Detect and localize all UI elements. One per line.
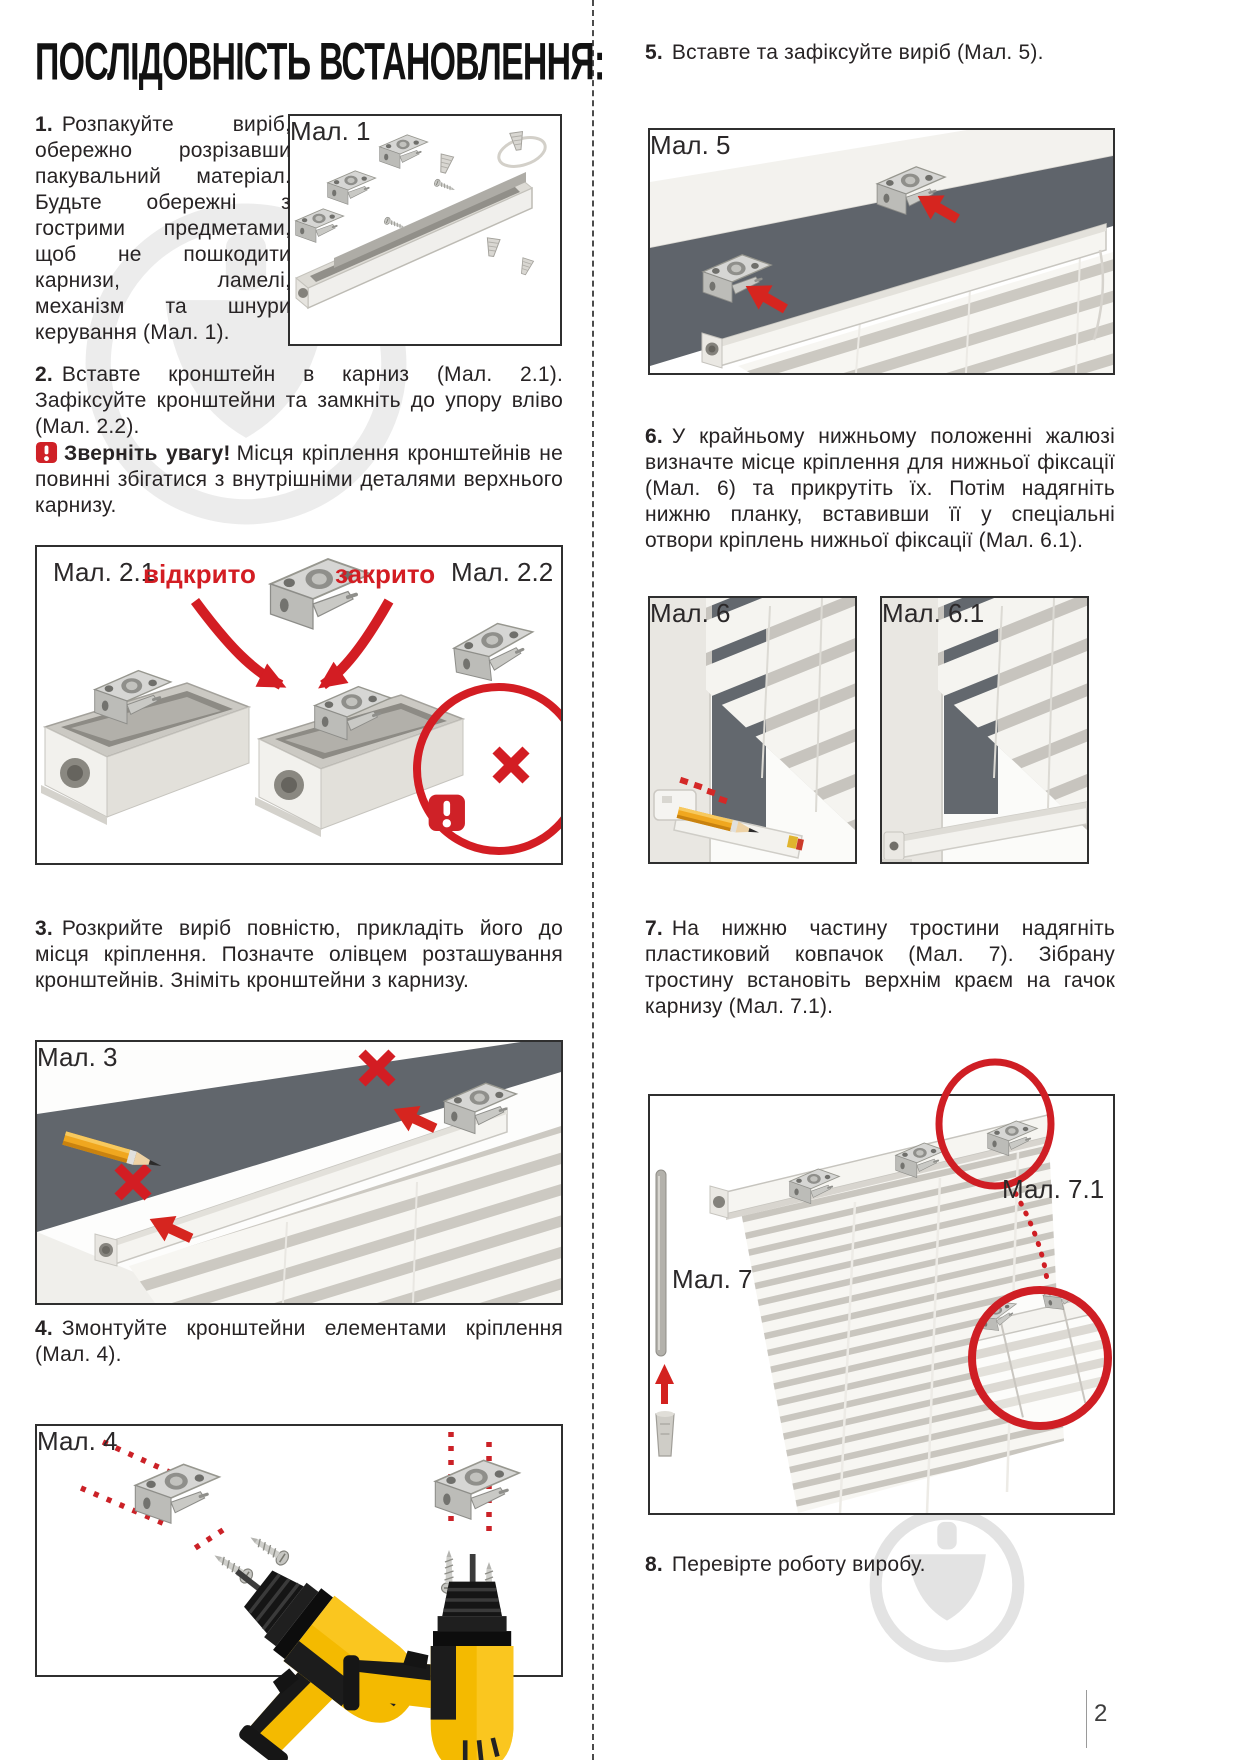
figure-3-label: Мал. 3 [37, 1042, 118, 1072]
step-number: 6. [645, 425, 663, 448]
step-body: Розпакуйте виріб, обережно розрізавши пакувальний матеріал. Будьте обережні з гострими предметами, щоб не пошкодити карнизи, ламелі, механізм та шнури керування (Мал. 1). [35, 113, 291, 344]
column-divider [592, 0, 594, 1760]
figure-4-art [37, 1426, 561, 1675]
step-body: Змонтуйте кронштейни елементами кріплення (Мал. 4). [35, 1317, 563, 1366]
anchor-icon [518, 258, 533, 276]
figure-1 [288, 114, 562, 346]
figure-1-art [290, 116, 560, 344]
curved-arrow-icon [195, 601, 281, 685]
red-up-arrow-icon [655, 1364, 674, 1404]
curved-arrow-icon [323, 601, 389, 685]
step-number: 7. [645, 917, 663, 940]
bracket-icon [296, 209, 344, 243]
page-title: ПОСЛІДОВНІСТЬ ВСТАНОВЛЕННЯ: [35, 31, 605, 91]
step-5-text [645, 40, 1115, 66]
figure-6-label: Мал. 6 [650, 598, 731, 628]
step-number: 5. [645, 41, 663, 64]
figure-4-label: Мал. 4 [37, 1426, 118, 1456]
figure-7 [648, 1094, 1115, 1515]
step-7-text [645, 916, 1115, 1020]
page-number-rule [1086, 1690, 1087, 1748]
warning-note [35, 441, 563, 519]
figure-3 [35, 1040, 563, 1305]
figure-7-1-label: Мал. 7.1 [1002, 1174, 1105, 1204]
figure-3-art [37, 1042, 561, 1303]
step-number: 1. [35, 113, 53, 136]
drill-icon [157, 1539, 434, 1760]
warning-icon [35, 441, 58, 464]
bracket-icon [435, 1460, 519, 1519]
figure-2-open-label: відкрито [143, 559, 256, 589]
figure-2-2-label: Мал. 2.2 [451, 557, 554, 587]
warning-body: Місця кріплення кронштейнів не повинні збігатися з внутрішніми деталями верхнього карнизу. [35, 442, 563, 517]
figure-5-art [650, 130, 1113, 373]
step-number: 3. [35, 917, 53, 940]
bracket-icon [452, 620, 537, 684]
figure-2 [35, 545, 563, 865]
step-body: Вставте та зафіксуйте виріб (Мал. 5). [671, 41, 1044, 64]
step-body: На нижню частину тростини надягніть пластиковий ковпачок (Мал. 7). Зібрану тростину встановіть верхнім краєм на гачок карнизу (Мал. 7.1). [645, 917, 1115, 1018]
figure-6-art [650, 598, 855, 862]
figure-5 [648, 128, 1115, 375]
red-x-icon [496, 750, 526, 780]
bracket-icon [380, 135, 428, 169]
figure-1-label: Мал. 1 [290, 116, 371, 146]
figure-7-label: Мал. 7 [672, 1264, 753, 1294]
bracket-icon [328, 171, 376, 205]
figure-2-1-label: Мал. 2.1 [53, 557, 156, 587]
warning-label: Зверніть увагу! [64, 442, 231, 465]
step-body: У крайньому нижньому положенні жалюзі визначте місце кріплення для нижньої фіксації (Мал. 6) та прикрутіть їх. Потім надягніть нижню планку, вставивши її у спеціальні отвори кріплень нижньої фіксації (Мал. 6.1). [645, 425, 1115, 552]
step-2-text [35, 362, 563, 440]
watermark-logo [866, 1504, 1028, 1666]
screw-icon [433, 178, 456, 193]
screw-icon [246, 1531, 291, 1567]
page-number: 2 [1094, 1700, 1108, 1727]
step-6-text [645, 424, 1115, 554]
wand-rod [656, 1170, 666, 1356]
step-number: 2. [35, 363, 53, 386]
figure-6 [648, 596, 857, 864]
figure-2-art [37, 547, 561, 863]
figure-2-closed-label: закрито [335, 559, 436, 589]
step-number: 8. [645, 1553, 663, 1576]
warning-badge-icon [429, 795, 465, 831]
figure-5-label: Мал. 5 [650, 130, 731, 160]
figure-4 [35, 1424, 563, 1677]
step-body: Розкрийте виріб повністю, прикладіть його до місця кріплення. Позначте олівцем розташування кронштейнів. Зніміть кронштейни з карнизу. [35, 917, 563, 992]
step-body: Перевірте роботу виробу. [671, 1553, 926, 1576]
step-8-text [645, 1552, 1115, 1578]
figure-6-1-art [882, 598, 1087, 862]
bracket-icon [135, 1464, 219, 1523]
step-4-text [35, 1316, 563, 1368]
step-number: 4. [35, 1317, 53, 1340]
figure-6-1-label: Мал. 6.1 [882, 598, 985, 628]
anchor-icon [437, 154, 454, 174]
figure-6-1 [880, 596, 1089, 864]
anchor-icon [485, 238, 500, 257]
step-body: Вставте кронштейн в карниз (Мал. 2.1). Зафіксуйте кронштейни та замкніть до упору вліво (Мал. 2.2). [35, 363, 563, 438]
step-3-text [35, 916, 563, 994]
wand-cap [656, 1414, 674, 1456]
step-1-text [35, 112, 291, 346]
